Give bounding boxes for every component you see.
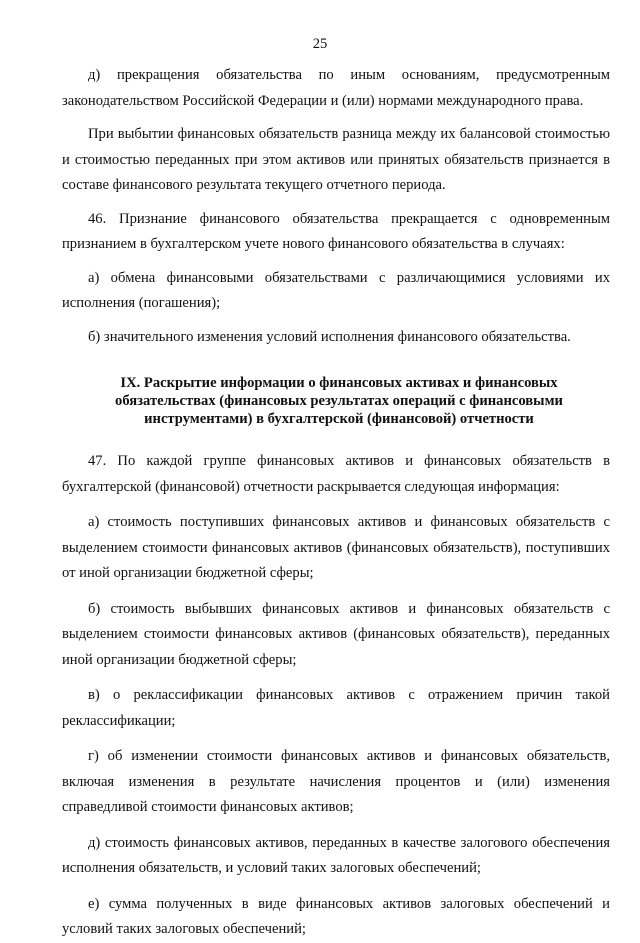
paragraph-47-a: а) стоимость поступивших финансовых активов и финансовых обязательств с выделением стоимости финансовых активов (финансовых обязательств), поступивших от иной организации бюджетной сферы; — [62, 514, 610, 581]
page-number: 25 — [312, 36, 328, 52]
paragraph-disposal-difference: При выбытии финансовых обязательств разница между их балансовой стоимостью и стоимостью переданных при этом активов или принятых обязательств признается в составе финансового результата текущего отчетного периода. — [62, 126, 610, 193]
paragraph-47-g: г) об изменении стоимости финансовых активов и финансовых обязательств, включая изменения в результате начисления процентов и (или) изменения справедливой стоимости финансовых активов; — [62, 748, 610, 815]
paragraph-47-b: б) стоимость выбывших финансовых активов и финансовых обязательств с выделением стоимости финансовых активов (финансовых обязательств), переданных иной организации бюджетной сферы; — [62, 600, 610, 668]
paragraph-47-v: в) о реклассификации финансовых активов с отражением причин такой реклассификации; — [62, 687, 610, 729]
paragraph-47-d: д) стоимость финансовых активов, переданных в качестве залогового обеспечения исполнения обязательств, и условий таких залоговых обеспечений; — [62, 834, 610, 876]
section-heading-ix: IX. Раскрытие информации о финансовых активах и финансовых обязательствах (финансовых результатах операций с финансовыми инструментами) в бухгалтерской (финансовой) отчетности — [115, 375, 563, 427]
paragraph-d-termination: д) прекращения обязательства по иным основаниям, предусмотренным законодательством Российской Федерации и (или) нормами международного права. — [62, 67, 610, 109]
paragraph-47-e: е) сумма полученных в виде финансовых активов залоговых обеспечений и условий таких залоговых обеспечений; — [62, 895, 610, 937]
paragraph-47: 47. По каждой группе финансовых активов и финансовых обязательств в бухгалтерской (финансовой) отчетности раскрывается следующая информация: — [62, 453, 610, 495]
paragraph-46: 46. Признание финансового обязательства прекращается с одновременным признанием в бухгалтерском учете нового финансового обязательства в случаях: — [62, 210, 610, 252]
paragraph-46-a: а) обмена финансовыми обязательствами с различающимися условиями их исполнения (погашения); — [62, 269, 610, 311]
paragraph-46-b: б) значительного изменения условий исполнения финансового обязательства. — [88, 328, 571, 345]
document-body — [62, 63, 610, 943]
